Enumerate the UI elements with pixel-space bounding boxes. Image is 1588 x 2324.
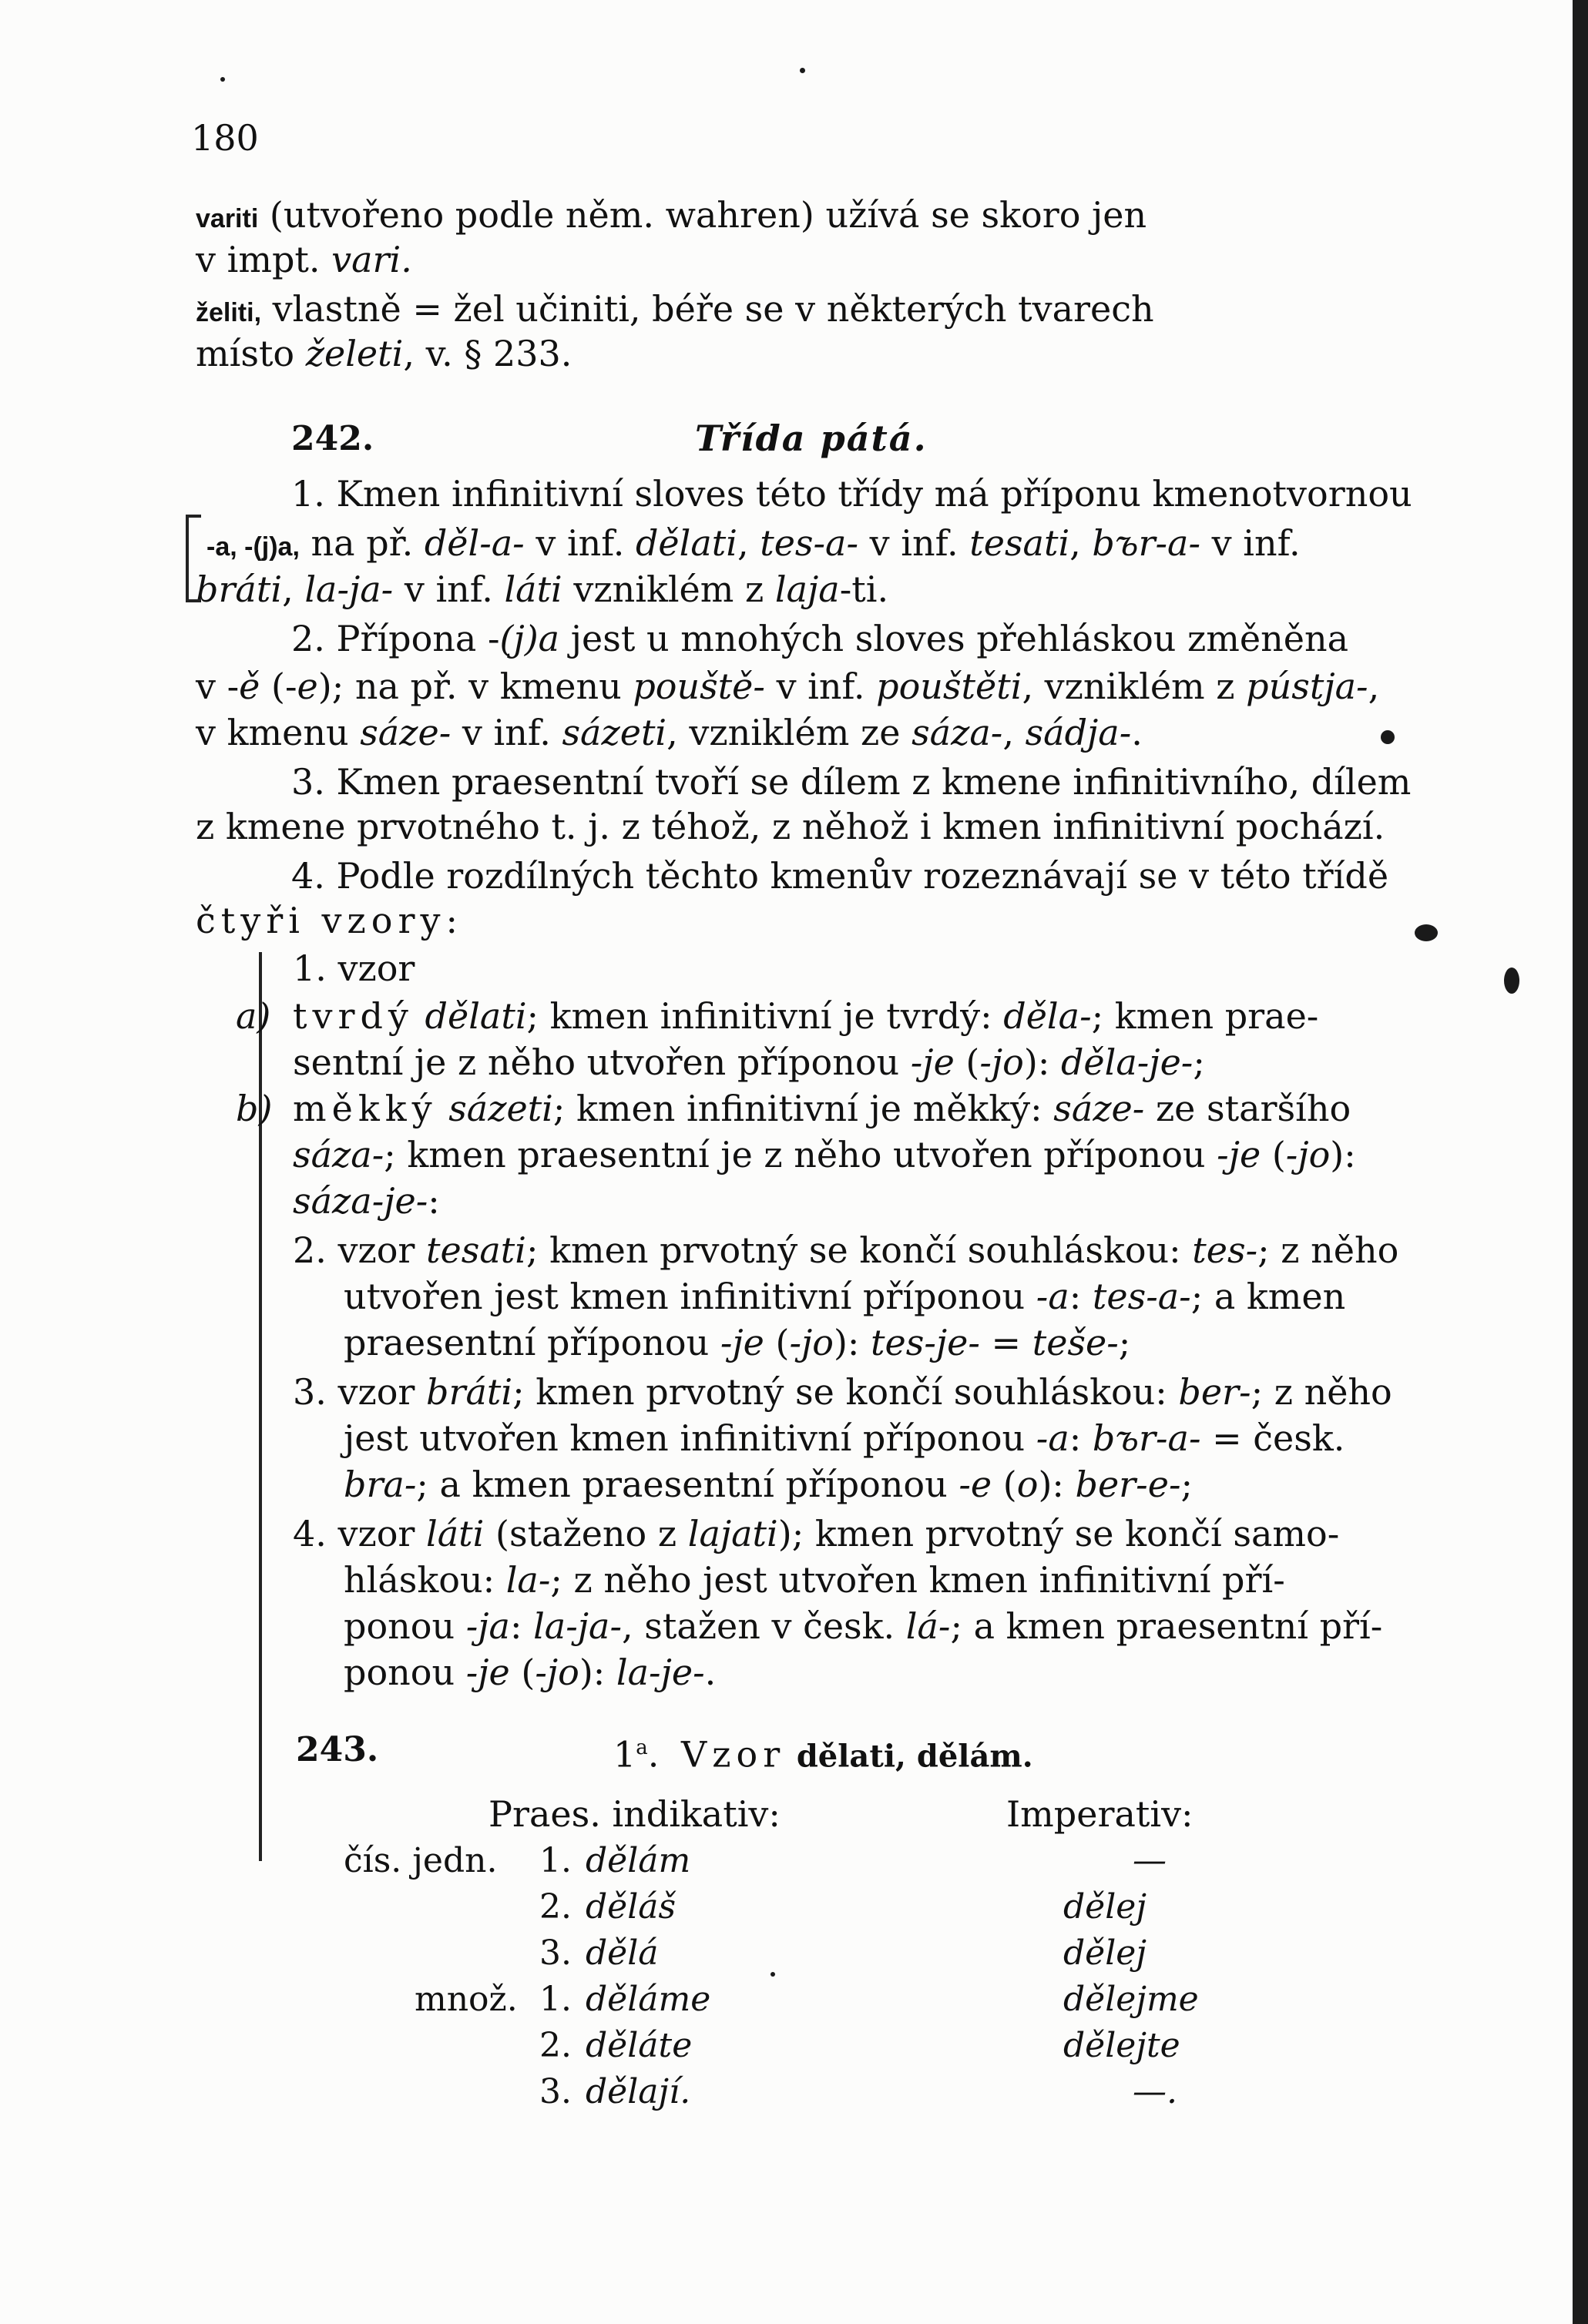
text-run: ; a kmen praesentní pří-	[950, 1605, 1383, 1647]
text-run: -jo	[535, 1652, 579, 1693]
text-line	[344, 1320, 1130, 1365]
text-run: = česk.	[1200, 1417, 1345, 1459]
text-line	[291, 616, 1348, 661]
text-run: místo	[196, 333, 306, 374]
text-run: 1. Kmen infinitivní sloves této třídy má příponu kmenotvornou	[291, 473, 1412, 515]
text-run: jest u mnohých sloves přehláskou změněna	[559, 618, 1349, 659]
ink-stain	[1381, 730, 1395, 744]
text-line	[344, 1650, 716, 1695]
text-run: ; kmen infinitivní je tvrdý:	[526, 995, 1004, 1037]
paradigm-imperative-form: —.	[1133, 2072, 1177, 2111]
text-run: ber-e-	[1075, 1464, 1181, 1505]
text-run: dělati	[635, 522, 737, 564]
text-run: vlastně = žel učiniti, béře se v některých tvarech	[261, 288, 1154, 330]
ink-stain	[1504, 967, 1519, 994]
text-run: , vzniklém z	[1022, 666, 1247, 707]
text-run: bráti	[196, 568, 283, 610]
text-run: 2. Přípona -	[291, 618, 500, 659]
text-run: 2. vzor	[293, 1229, 427, 1271]
text-line	[293, 994, 1318, 1038]
text-run: variti	[196, 204, 259, 233]
text-line	[291, 760, 1411, 804]
paradigm-indicative-form: dělají.	[586, 2072, 691, 2111]
text-line	[293, 1040, 1205, 1085]
text-run: (	[509, 1652, 535, 1693]
text-line	[291, 853, 1388, 898]
text-run: (	[992, 1464, 1017, 1505]
text-run: z kmene prvotného t. j. z téhož, z něhož i kmen infinitivní pochází.	[196, 806, 1385, 847]
text-run: ; kmen prvotný se končí souhláskou:	[512, 1371, 1179, 1413]
text-run: la-je-	[616, 1652, 705, 1693]
text-run: ,	[1002, 712, 1026, 753]
text-run: praesentní příponou	[344, 1322, 720, 1363]
text-run: (	[764, 1322, 790, 1363]
text-run: ponou	[344, 1605, 466, 1647]
text-run: -ja	[465, 1605, 510, 1647]
text-run: sáza-	[293, 1134, 384, 1175]
text-run: (-	[260, 666, 297, 707]
text-run: ; kmen prvotný se končí souhláskou:	[525, 1229, 1193, 1271]
paradigm-imperative-form: dělej	[1063, 1887, 1147, 1927]
text-run: , vzniklém ze	[666, 712, 912, 753]
page-edge-shadow	[1573, 0, 1588, 2324]
paradigm-indicative-form: děláme	[586, 1980, 711, 2019]
text-run: 4. Podle rozdílných těchto kmenův rozeznávají se v této třídě	[291, 855, 1389, 897]
text-run: -jo	[979, 1041, 1024, 1083]
text-line	[293, 1179, 440, 1223]
text-run: la-ja-	[304, 568, 394, 610]
text-run: sáza-	[912, 712, 1003, 753]
page-number: 180	[191, 117, 259, 159]
paradigm-header-imperative: Imperativ:	[1006, 1793, 1194, 1835]
text-run: v -	[196, 666, 240, 707]
section-number-242: 242.	[291, 419, 374, 458]
paradigm-imperative-form: —	[1133, 1841, 1167, 1880]
text-run: -jo	[1285, 1134, 1331, 1175]
text-run: 3. vzor	[293, 1371, 427, 1413]
margin-bracket	[186, 515, 201, 602]
text-run: láti	[504, 568, 562, 610]
text-run: -ti.	[839, 568, 889, 610]
text-run: v inf.	[1200, 522, 1301, 564]
text-run: vari.	[331, 239, 412, 280]
text-line	[344, 1558, 1285, 1602]
text-run: 3. Kmen praesentní tvoří se dílem z kmene infinitivního, dílem	[291, 761, 1412, 803]
text-run: -je	[1217, 1134, 1261, 1175]
text-run: (staženo z	[484, 1513, 688, 1554]
text-run: pouště-	[633, 666, 765, 707]
text-line	[293, 1132, 1356, 1177]
text-run: ; z něho	[1257, 1229, 1399, 1271]
text-run: la-ja-	[533, 1605, 622, 1647]
text-run: la-	[505, 1559, 551, 1601]
text-run: ):	[579, 1652, 616, 1693]
text-run: -je	[910, 1041, 955, 1083]
text-run: vzniklém z	[562, 568, 775, 610]
text-run: 1. vzor	[293, 947, 415, 989]
text-run: ; z něho jest utvořen kmen infinitivní pří-	[550, 1559, 1285, 1601]
text-run: tes-	[1192, 1229, 1258, 1271]
section-title-242: Třída pátá.	[695, 418, 928, 459]
ink-speck	[800, 68, 805, 73]
text-line	[196, 331, 572, 376]
text-line	[293, 1086, 1351, 1131]
text-line	[344, 1416, 1345, 1460]
text-run: (j)a	[499, 618, 560, 659]
text-run: na př.	[299, 522, 425, 564]
text-run: .	[1131, 712, 1143, 753]
text-run: (	[1261, 1134, 1286, 1175]
paradigm-person-number: 2.	[539, 2026, 572, 2065]
section-number-243: 243.	[296, 1730, 379, 1769]
text-run: ,	[737, 522, 760, 564]
text-run: jest utvořen kmen infinitivní příponou	[344, 1417, 1036, 1459]
text-run: hláskou:	[344, 1559, 506, 1601]
text-run: sádja-	[1025, 712, 1132, 753]
title-bold: dělati, dělám.	[796, 1738, 1033, 1775]
text-line	[196, 804, 1385, 849]
text-run: ; a kmen	[1190, 1276, 1346, 1317]
text-run: děla-	[1003, 995, 1092, 1037]
text-run: -e	[959, 1464, 992, 1505]
paradigm-imperative-form: dělejme	[1063, 1980, 1199, 2019]
paradigm-group-label: čís. jedn.	[344, 1841, 498, 1880]
text-run: tesati	[426, 1229, 526, 1271]
text-line	[344, 1274, 1345, 1319]
text-run: ponou	[344, 1652, 466, 1693]
ink-stain	[1415, 924, 1438, 941]
paradigm-indicative-form: děláte	[586, 2026, 693, 2065]
text-run: sáze-	[360, 712, 452, 753]
text-run: tesati	[969, 522, 1070, 564]
text-run: tvrdý	[293, 995, 414, 1037]
text-run: ; kmen prae-	[1091, 995, 1319, 1037]
text-run: v inf.	[764, 666, 877, 707]
text-run: bra-	[344, 1464, 417, 1505]
text-run: o	[1016, 1464, 1039, 1505]
text-run: ;	[1118, 1322, 1131, 1363]
text-run: ;	[1180, 1464, 1193, 1505]
text-run: želiti,	[196, 298, 262, 327]
text-run: :	[428, 1180, 440, 1222]
text-run: utvořen jest kmen infinitivní příponou	[344, 1276, 1036, 1317]
label-a: a)	[236, 995, 271, 1037]
paradigm-indicative-form: děláš	[586, 1887, 676, 1927]
text-run: -jo	[789, 1322, 834, 1363]
text-line	[196, 710, 1143, 755]
ink-speck	[220, 77, 225, 82]
text-run: v inf.	[524, 522, 636, 564]
text-run: ):	[833, 1322, 871, 1363]
text-run: čtyři vzory:	[196, 900, 463, 941]
title-prefix: 1	[613, 1733, 636, 1776]
text-run: .	[704, 1652, 717, 1693]
text-run: v inf.	[858, 522, 970, 564]
paradigm-header-indicative: Praes. indikativ:	[488, 1793, 781, 1835]
text-run: (utvořeno podle něm. wahren) užívá se skoro jen	[258, 194, 1147, 236]
text-line	[344, 1604, 1382, 1648]
text-run: ):	[1038, 1464, 1076, 1505]
text-run: želeti	[305, 333, 404, 374]
paradigm-person-number: 3.	[539, 1933, 572, 1973]
text-run: ,	[1069, 522, 1093, 564]
paradigm-person-number: 1.	[539, 1841, 572, 1880]
text-run: ; kmen infinitivní je měkký:	[552, 1088, 1054, 1129]
ink-speck	[770, 1972, 775, 1977]
label-b: b)	[236, 1088, 273, 1129]
text-run: ; a kmen praesentní příponou	[416, 1464, 959, 1505]
text-run: ě	[239, 666, 260, 707]
text-run: -je	[465, 1652, 510, 1693]
title-superscript: a	[636, 1736, 648, 1759]
text-run: bráti	[426, 1371, 513, 1413]
text-run: :	[1069, 1417, 1093, 1459]
text-run: :	[509, 1605, 534, 1647]
text-run: láti	[426, 1513, 485, 1554]
text-run: v kmenu	[196, 712, 361, 753]
text-run: ;	[1193, 1041, 1205, 1083]
text-run: děla-je-	[1060, 1041, 1194, 1083]
paradigm-indicative-form: dělám	[586, 1841, 691, 1880]
text-run: bъr-a-	[1092, 522, 1201, 564]
text-run: tes-a-	[760, 522, 859, 564]
text-run: v inf.	[393, 568, 505, 610]
text-line	[344, 1462, 1193, 1507]
text-line	[196, 287, 1154, 335]
text-run: děl-a-	[424, 522, 525, 564]
text-line	[196, 898, 463, 943]
text-run: ze staršího	[1144, 1088, 1351, 1129]
text-run: e	[297, 666, 318, 707]
paradigm-group-label: množ.	[415, 1980, 518, 2019]
text-run: sáza-je-	[293, 1180, 428, 1222]
text-run: tes-je- = teše-	[871, 1322, 1119, 1363]
text-line	[293, 1511, 1339, 1556]
text-run: ber-	[1178, 1371, 1251, 1413]
text-run: 4. vzor	[293, 1513, 427, 1554]
text-run: -a	[1036, 1417, 1069, 1459]
text-run: -a	[1036, 1276, 1069, 1317]
text-run: v inf.	[451, 712, 562, 753]
text-run: ,	[282, 568, 305, 610]
text-run: dělati	[425, 995, 527, 1037]
text-run: ; z něho	[1251, 1371, 1392, 1413]
text-run: laja	[774, 568, 840, 610]
text-run: v impt.	[196, 239, 332, 280]
text-run: :	[1069, 1276, 1093, 1317]
paradigm-indicative-form: dělá	[586, 1933, 659, 1973]
text-line	[293, 946, 415, 991]
text-run: ; kmen praesentní je z něho utvořen příponou	[384, 1134, 1217, 1175]
text-run: , v. § 233.	[403, 333, 572, 374]
text-run: ):	[1330, 1134, 1356, 1175]
text-run: sáze-	[1053, 1088, 1145, 1129]
text-run: pústja-	[1246, 666, 1368, 707]
paradigm-person-number: 1.	[539, 1980, 572, 2019]
text-run: ); kmen prvotný se končí samo-	[777, 1513, 1340, 1554]
text-run	[438, 1088, 449, 1129]
paradigm-person-number: 2.	[539, 1887, 572, 1927]
text-run: lá-	[905, 1605, 951, 1647]
paradigm-imperative-form: dělej	[1063, 1933, 1147, 1973]
text-run: tes-a-	[1092, 1276, 1191, 1317]
text-line	[291, 471, 1412, 516]
section-title-243	[613, 1725, 1033, 1779]
text-run: měkký	[293, 1088, 438, 1129]
text-line	[293, 1228, 1398, 1273]
text-line	[293, 1370, 1392, 1414]
text-run: ,	[1368, 666, 1380, 707]
text-run: , stažen v česk.	[622, 1605, 906, 1647]
text-line	[196, 567, 888, 612]
text-run: pouštěti	[876, 666, 1022, 707]
text-run: sázeti	[448, 1088, 553, 1129]
text-line	[196, 193, 1147, 241]
text-line	[206, 521, 1301, 569]
paradigm-imperative-form: dělejte	[1063, 2026, 1180, 2065]
text-run: sentní je z něho utvořen příponou	[293, 1041, 911, 1083]
text-run: bъr-a-	[1092, 1417, 1201, 1459]
text-line	[196, 237, 412, 282]
text-run: -a, -(j)a,	[206, 532, 300, 562]
title-spaced: . Vzor	[647, 1733, 786, 1776]
text-run	[414, 995, 425, 1037]
text-run: lajati	[687, 1513, 778, 1554]
paradigm-person-number: 3.	[539, 2072, 572, 2111]
text-run: ):	[1023, 1041, 1061, 1083]
text-run: sázeti	[562, 712, 667, 753]
text-run: (	[954, 1041, 980, 1083]
text-run: -je	[720, 1322, 764, 1363]
text-line	[196, 664, 1379, 709]
text-run: ); na př. v kmenu	[317, 666, 633, 707]
